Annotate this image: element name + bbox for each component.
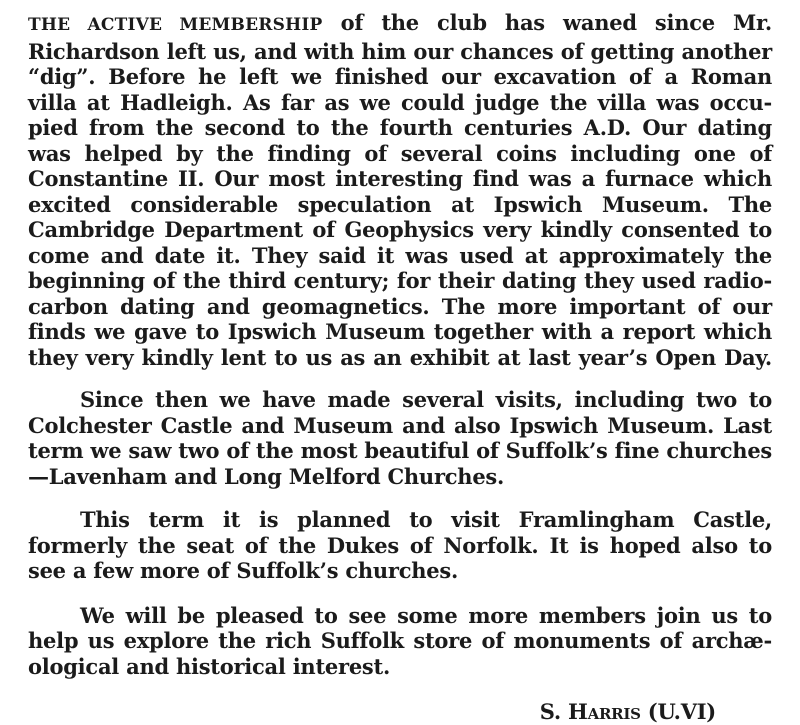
text-line: Cambridge Department of Geophysics very kindly consented to [28,217,772,242]
signature-surname: Harris [567,699,641,724]
text-line: Colchester Castle and Museum and also Ipswich Museum. Last [28,412,772,438]
text-line: Richardson left us, and with him our chances of getting another [28,38,772,64]
paragraph-1 [28,10,772,370]
article-page [28,10,772,725]
text-line: We will be pleased to see some more members join us to [80,602,772,628]
text-line: pied from the second to the fourth centuries A.D. Our dating [28,115,772,140]
text-line: help us explore the rich Suffolk store of monuments of archæ- [28,628,772,653]
paragraph-3 [28,507,772,584]
text-line: This term it is planned to visit Framlingham Castle, [80,507,772,532]
text-line: excited considerable speculation at Ipswich Museum. The [28,191,772,217]
text-line: they very kindly lent to us as an exhibit at last year’s Open Day. [28,344,772,370]
text-line: term we saw two of the most beautiful of Suffolk’s fine churches [28,438,772,463]
text-line: finds we gave to Ipswich Museum together with a report which [28,319,772,344]
text-line: was helped by the finding of several coins including one of [28,140,772,166]
text-line: Since then we have made several visits, including two to [80,387,772,412]
signature-initial: S. [539,699,568,724]
text-line: “dig”. Before he left we finished our excavation of a Roman [28,64,772,89]
text-line: beginning of the third century; for their dating they used radio- [28,268,772,293]
text-line: ological and historical interest. [28,653,391,679]
paragraph-2 [28,387,772,489]
text-line: villa at Hadleigh. As far as we could judge the villa was occu- [28,89,772,115]
text-line: Constantine II. Our most interesting find was a furnace which [28,166,772,191]
text-line: —Lavenham and Long Melford Churches. [28,463,505,489]
text-line: see a few more of Suffolk’s churches. [28,558,459,583]
signature-form: (U.VI) [640,699,716,724]
text-line: THE ACTIVE MEMBERSHIP of the club has waned since Mr. [28,10,772,35]
text-line: carbon dating and geomagnetics. The more important of our [28,293,772,319]
paragraph-4 [28,603,772,680]
lead-in-small-caps: THE ACTIVE MEMBERSHIP [28,15,323,35]
author-signature [28,699,772,725]
text-line: formerly the seat of the Dukes of Norfolk. It is hoped also to [28,532,772,558]
text-line: come and date it. They said it was used at approximately the [28,242,772,268]
